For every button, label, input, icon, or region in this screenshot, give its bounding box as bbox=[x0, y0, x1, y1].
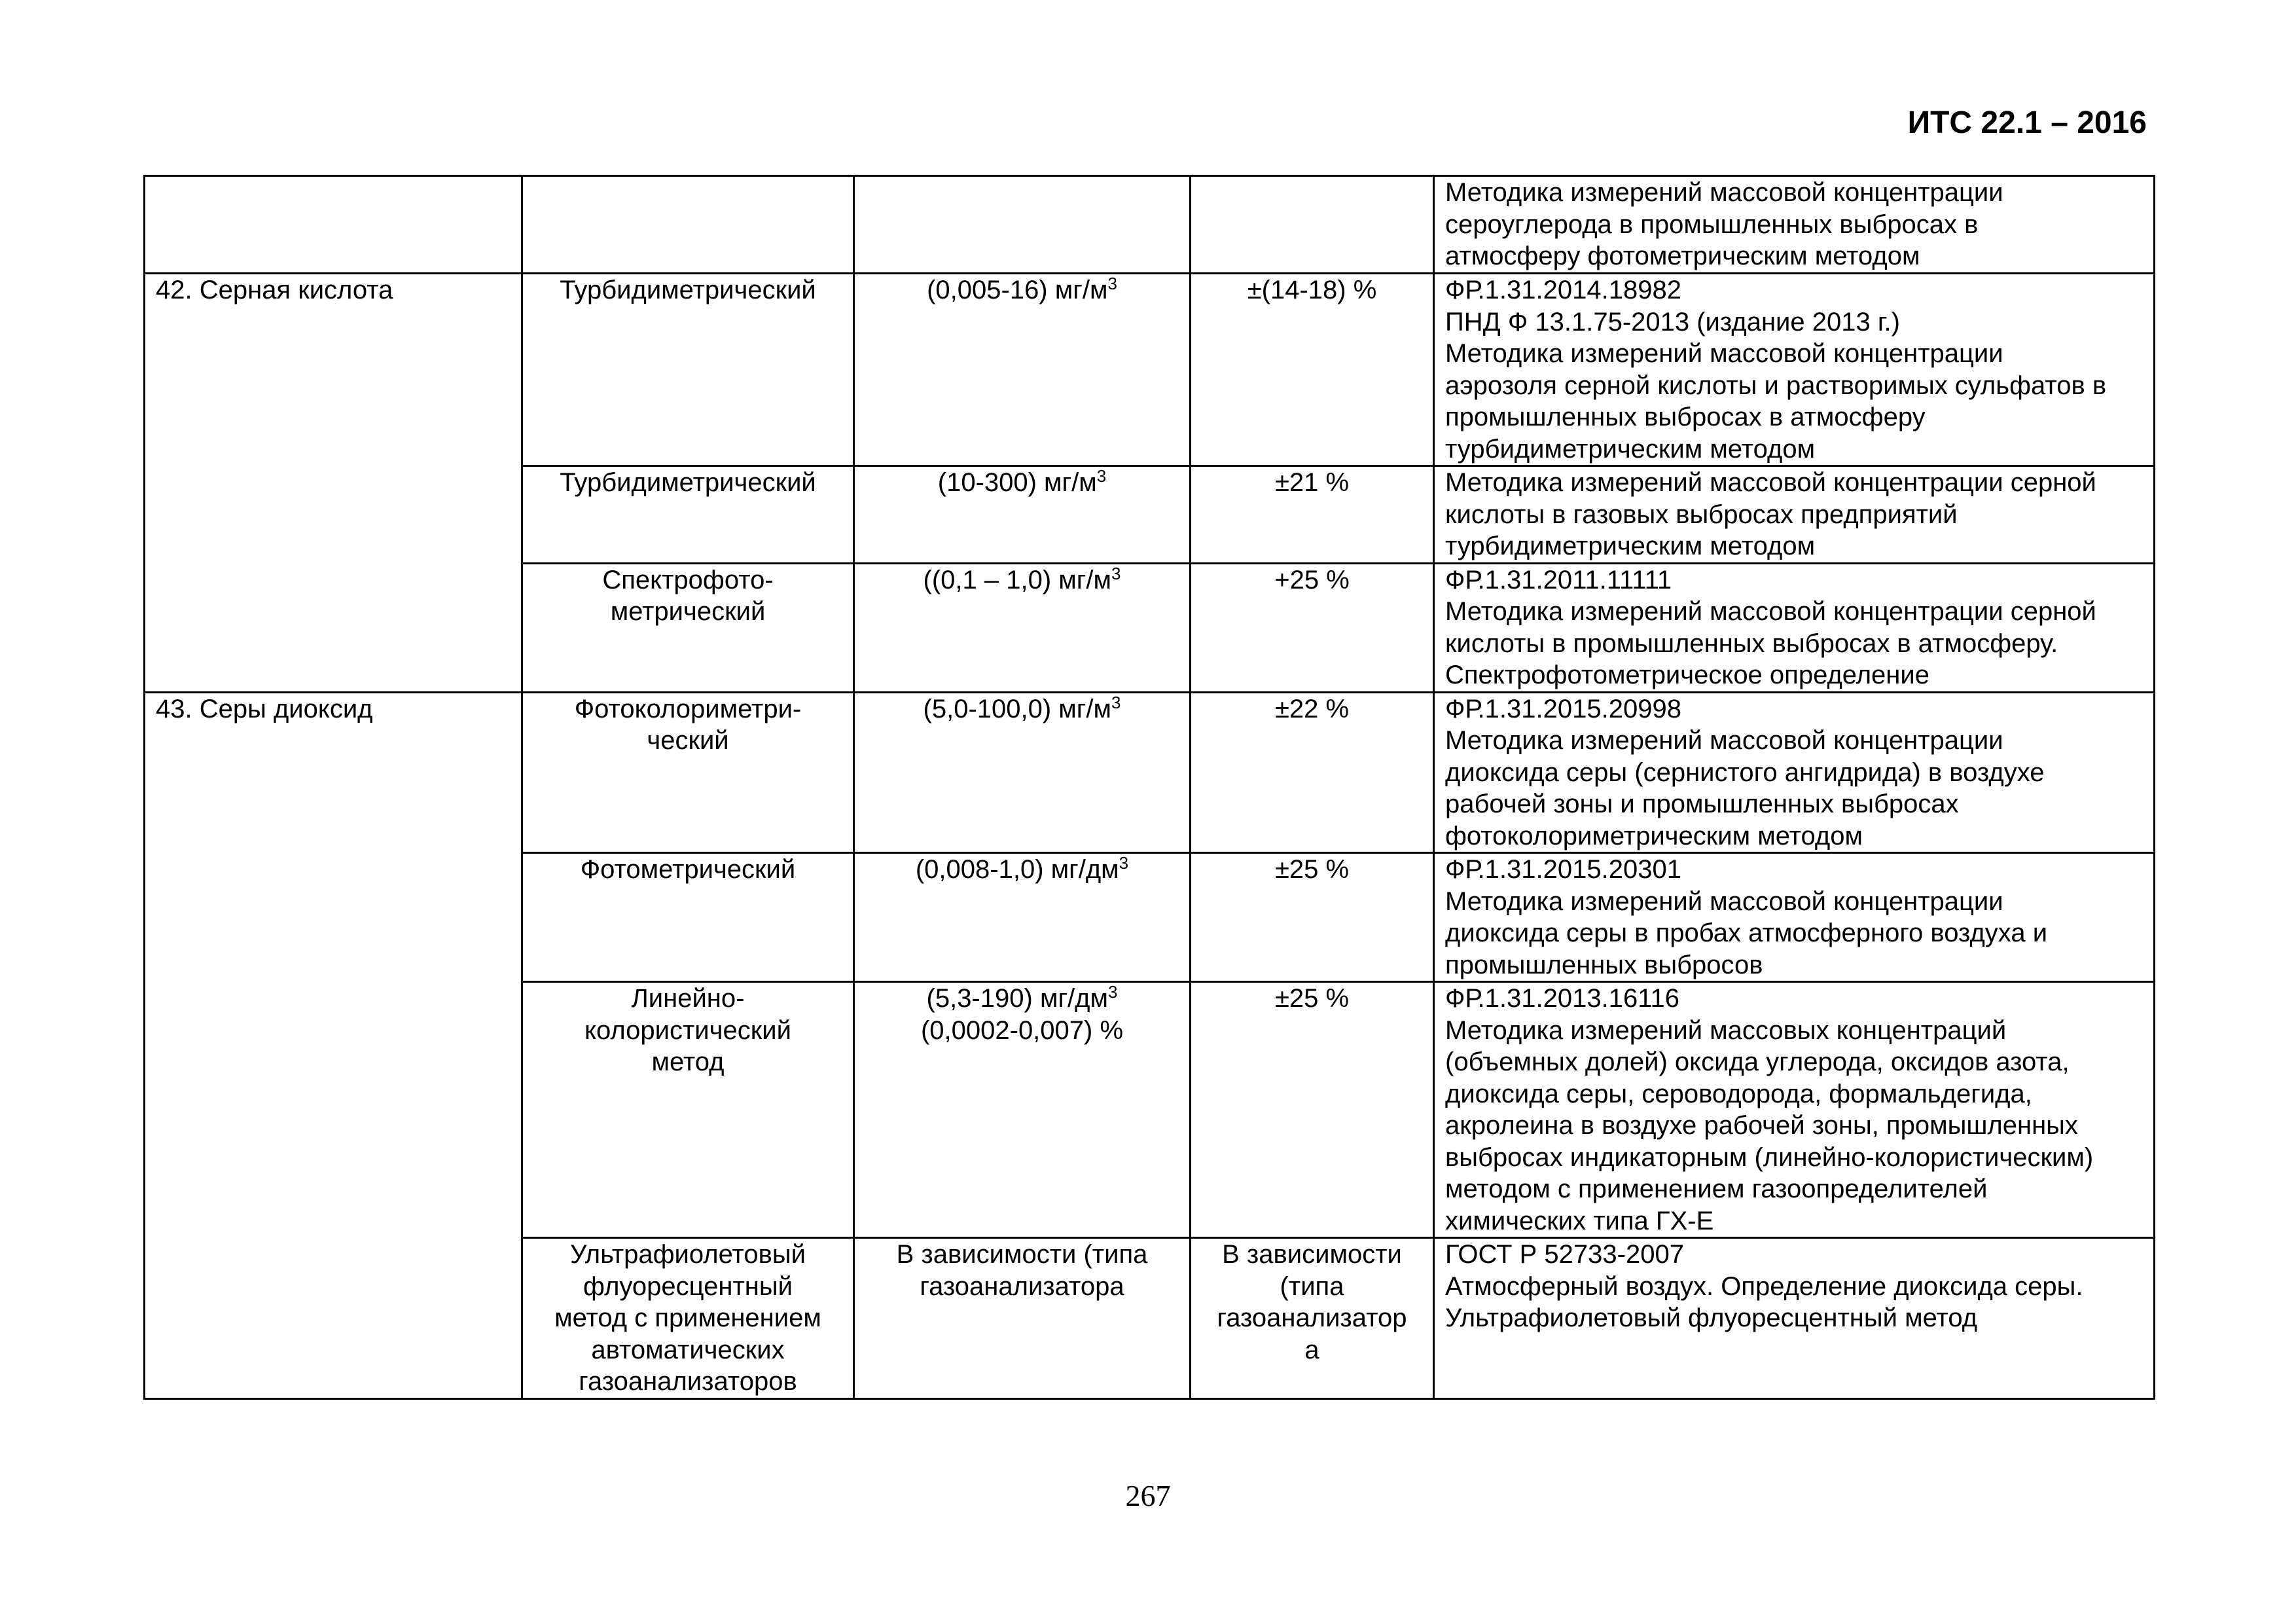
reference-line: Методика измерений массовой концентрации bbox=[1445, 339, 2003, 368]
method-cell bbox=[522, 466, 854, 564]
range-exponent: 3 bbox=[1096, 466, 1107, 486]
method-line: Линейно- bbox=[631, 984, 745, 1013]
reference-line: сероуглерода в промышленных выбросах в bbox=[1445, 210, 1979, 239]
reference-line: ГОСТ Р 52733-2007 bbox=[1445, 1240, 1684, 1269]
method-line: Турбидиметрический bbox=[560, 468, 816, 497]
error-cell bbox=[1191, 692, 1434, 853]
method-line: газоанализаторов bbox=[579, 1367, 797, 1396]
error-cell bbox=[1191, 982, 1434, 1238]
range-value: (5,0-100,0) мг/м bbox=[923, 694, 1111, 723]
reference-line: Спектрофотометрическое определение bbox=[1445, 661, 1929, 689]
document-code: ИТС 22.1 – 2016 bbox=[1907, 105, 2147, 140]
error-value: ±25 % bbox=[1274, 984, 1350, 1013]
method-line: Ультрафиолетовый bbox=[570, 1240, 806, 1269]
range-cell bbox=[854, 692, 1191, 853]
reference-line: акролеина в воздухе рабочей зоны, промышленных bbox=[1445, 1111, 2078, 1140]
range-value: (0,008-1,0) мг/дм bbox=[915, 855, 1119, 884]
range-line: газоанализатора bbox=[920, 1271, 1124, 1301]
method-line: Спектрофото- bbox=[602, 565, 774, 594]
reference-cell bbox=[1434, 466, 2155, 564]
reference-line: рабочей зоны и промышленных выбросах bbox=[1445, 790, 1959, 818]
range-cell bbox=[854, 274, 1191, 466]
reference-line: Методика измерений массовой концентрации серной bbox=[1445, 468, 2096, 497]
reference-line: кислоты в газовых выбросах предприятий bbox=[1445, 500, 1958, 529]
range-cell bbox=[854, 1238, 1191, 1399]
reference-line: фотоколориметрическим методом bbox=[1445, 821, 1863, 850]
range-exponent: 3 bbox=[1119, 853, 1129, 873]
method-line: Турбидиметрический bbox=[560, 276, 816, 304]
substance-name: 42. Серная кислота bbox=[156, 276, 393, 304]
range-exponent: 3 bbox=[1111, 692, 1121, 712]
reference-line: диоксида серы (сернистого ангидрида) в воздухе bbox=[1445, 757, 2045, 787]
reference-line: кислоты в промышленных выбросах в атмосферу. bbox=[1445, 629, 2058, 658]
reference-line: турбидиметрическим методом bbox=[1445, 434, 1816, 464]
range-value: (0,005-16) мг/м bbox=[927, 276, 1108, 304]
range-cell bbox=[854, 176, 1191, 274]
reference-line: диоксида серы, сероводорода, формальдегида, bbox=[1445, 1079, 2032, 1108]
range-exponent: 3 bbox=[1111, 563, 1121, 583]
method-cell bbox=[522, 563, 854, 692]
reference-line: Методика измерений массовых концентраций bbox=[1445, 1015, 2007, 1045]
reference-line: ФР.1.31.2013.16116 bbox=[1445, 984, 1679, 1013]
method-line: метод с применением bbox=[554, 1304, 821, 1332]
method-line: флуоресцентный bbox=[583, 1271, 793, 1301]
error-cell bbox=[1191, 176, 1434, 274]
reference-line: ФР.1.31.2014.18982 bbox=[1445, 276, 1681, 304]
method-cell bbox=[522, 982, 854, 1238]
range-cell bbox=[854, 853, 1191, 982]
reference-line: ФР.1.31.2011.11111 bbox=[1445, 565, 1672, 594]
reference-line: Ультрафиолетовый флуоресцентный метод bbox=[1445, 1304, 1978, 1332]
error-cell bbox=[1191, 466, 1434, 564]
table-row bbox=[145, 692, 2155, 853]
range-cell bbox=[854, 563, 1191, 692]
reference-line: ПНД Ф 13.1.75-2013 (издание 2013 г.) bbox=[1445, 307, 1900, 337]
page-number: 267 bbox=[1125, 1479, 1171, 1512]
reference-line: аэрозоля серной кислоты и растворимых сульфатов в bbox=[1445, 371, 2107, 400]
reference-cell bbox=[1434, 563, 2155, 692]
error-line: а bbox=[1304, 1335, 1319, 1364]
error-value: +25 % bbox=[1274, 565, 1350, 594]
error-value: ±22 % bbox=[1274, 694, 1350, 723]
method-line: ческий bbox=[647, 726, 729, 755]
method-line: Фотометрический bbox=[580, 855, 796, 884]
error-value: ±(14-18) % bbox=[1247, 276, 1377, 304]
range-exponent: 3 bbox=[1108, 982, 1118, 1002]
error-line: газоанализатор bbox=[1217, 1304, 1407, 1332]
reference-line: Атмосферный воздух. Определение диоксида серы. bbox=[1445, 1271, 2083, 1301]
range-cell bbox=[854, 982, 1191, 1238]
method-cell bbox=[522, 1238, 854, 1399]
reference-line: Методика измерений массовой концентрации серной bbox=[1445, 597, 2096, 626]
reference-line: выбросах индикаторным (линейно-колористическим) bbox=[1445, 1142, 2094, 1172]
method-line: метрический bbox=[610, 597, 766, 626]
error-line: В зависимости bbox=[1222, 1240, 1402, 1269]
reference-line: ФР.1.31.2015.20998 bbox=[1445, 694, 1681, 723]
range-cell bbox=[854, 466, 1191, 564]
error-value: ±25 % bbox=[1274, 855, 1350, 884]
reference-line: промышленных выбросах в атмосферу bbox=[1445, 403, 1926, 431]
method-line: Фотоколориметри- bbox=[574, 694, 802, 723]
reference-cell bbox=[1434, 853, 2155, 982]
reference-line: Методика измерений массовой концентрации bbox=[1445, 726, 2003, 755]
error-value: ±21 % bbox=[1274, 468, 1350, 497]
reference-line: диоксида серы в пробах атмосферного воздуха и bbox=[1445, 919, 2048, 947]
error-cell bbox=[1191, 563, 1434, 692]
reference-line: ФР.1.31.2015.20301 bbox=[1445, 855, 1681, 884]
reference-cell bbox=[1434, 692, 2155, 853]
range-value: (5,3-190) мг/дм bbox=[926, 984, 1108, 1013]
reference-line: химических типа ГХ-Е bbox=[1445, 1206, 1714, 1235]
method-cell bbox=[522, 274, 854, 466]
substance-name: 43. Серы диоксид bbox=[156, 694, 373, 723]
substance-cell bbox=[145, 274, 522, 693]
reference-cell bbox=[1434, 1238, 2155, 1399]
table-row bbox=[145, 274, 2155, 466]
reference-cell bbox=[1434, 176, 2155, 274]
method-cell bbox=[522, 853, 854, 982]
reference-line: атмосферу фотометрическим методом bbox=[1445, 242, 1920, 270]
error-line: (типа bbox=[1280, 1271, 1344, 1301]
method-line: автоматических bbox=[591, 1335, 785, 1364]
method-cell bbox=[522, 176, 854, 274]
range-value: ((0,1 – 1,0) мг/м bbox=[923, 565, 1111, 594]
range-line: В зависимости (типа bbox=[896, 1240, 1148, 1269]
method-line: колористический bbox=[584, 1015, 791, 1045]
range-value-percent: (0,0002-0,007) % bbox=[920, 1015, 1124, 1045]
reference-cell bbox=[1434, 274, 2155, 466]
reference-cell bbox=[1434, 982, 2155, 1238]
table-row bbox=[145, 176, 2155, 274]
range-exponent: 3 bbox=[1107, 274, 1117, 293]
range-value: (10-300) мг/м bbox=[937, 468, 1097, 497]
reference-line: (объемных долей) оксида углерода, оксидов азота, bbox=[1445, 1048, 2070, 1076]
reference-line: Методика измерений массовой концентрации bbox=[1445, 886, 2003, 916]
method-cell bbox=[522, 692, 854, 853]
reference-line: турбидиметрическим методом bbox=[1445, 532, 1816, 560]
error-cell bbox=[1191, 274, 1434, 466]
methods-table bbox=[143, 175, 2155, 1400]
error-cell bbox=[1191, 1238, 1434, 1399]
substance-cell bbox=[145, 176, 522, 274]
method-line: метод bbox=[651, 1048, 725, 1076]
substance-cell bbox=[145, 692, 522, 1398]
reference-line: промышленных выбросов bbox=[1445, 950, 1763, 979]
reference-line: методом с применением газоопределителей bbox=[1445, 1175, 1988, 1203]
reference-line: Методика измерений массовой концентрации bbox=[1445, 178, 2003, 207]
error-cell bbox=[1191, 853, 1434, 982]
